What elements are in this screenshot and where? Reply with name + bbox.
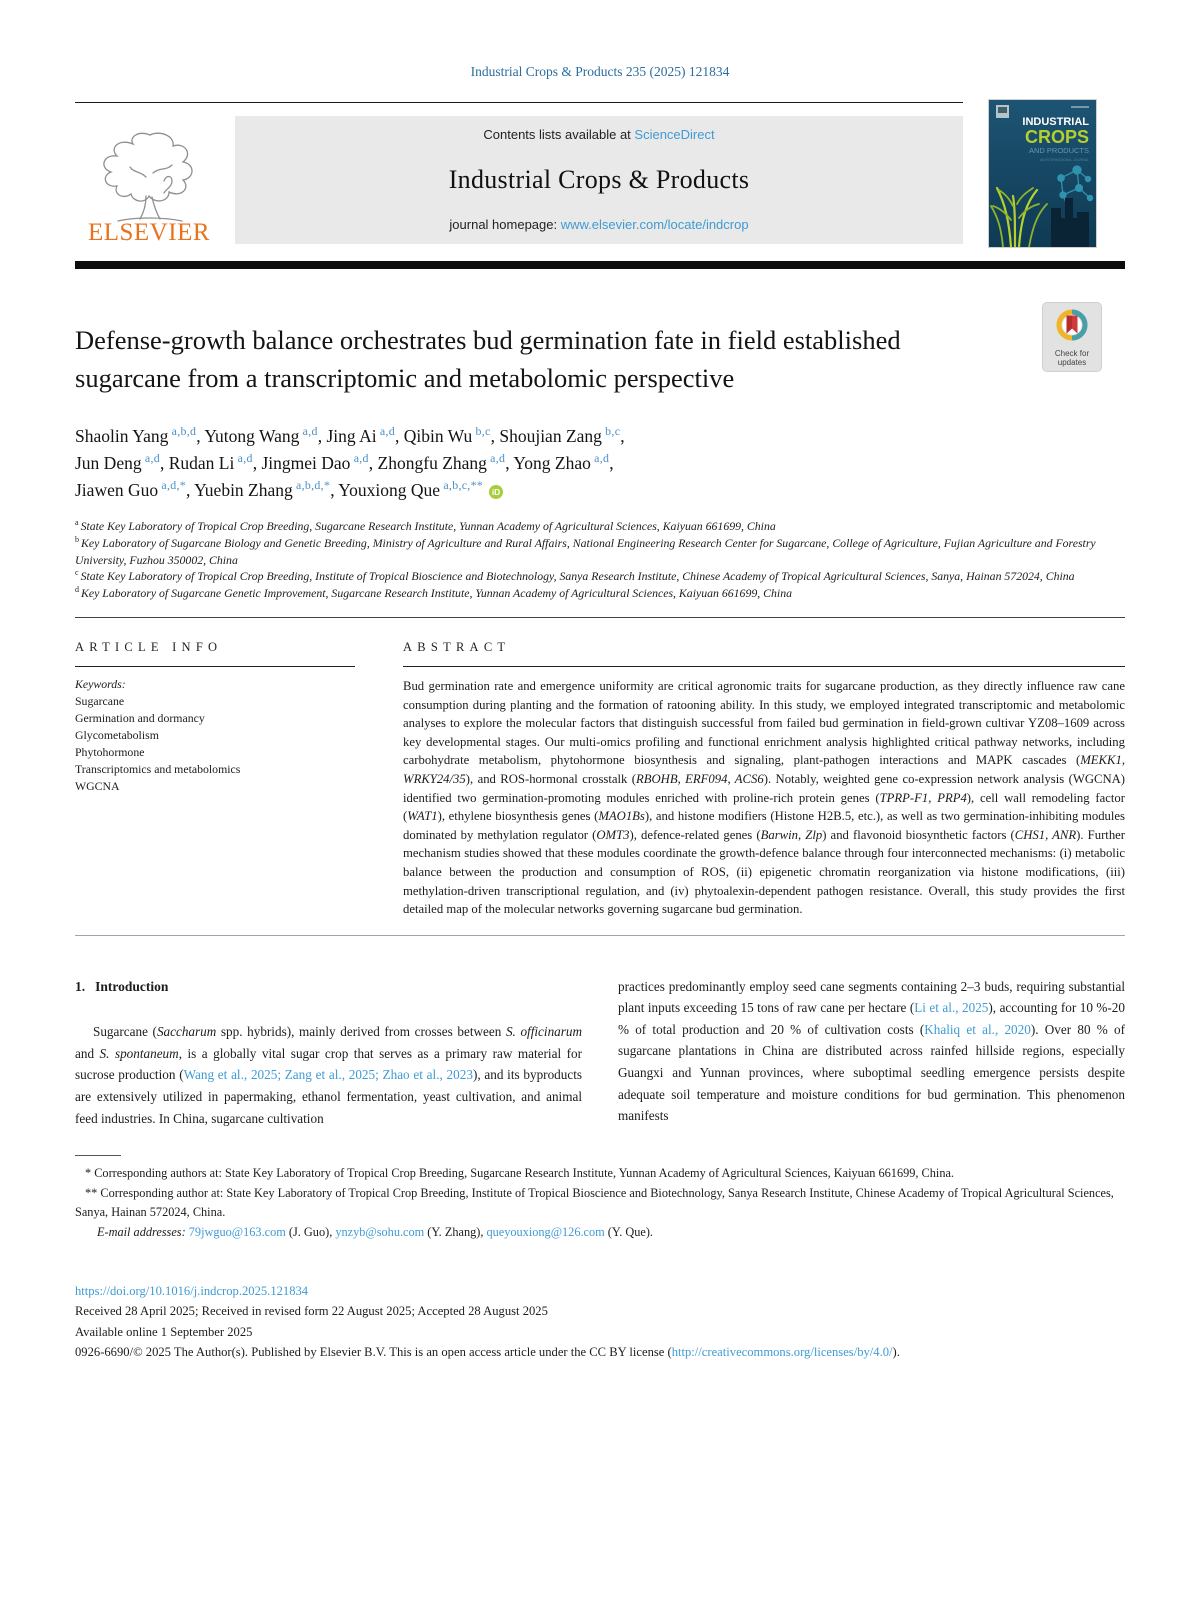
author-affiliation-superscript[interactable]: a,d (141, 451, 160, 466)
abstract-column (403, 640, 1125, 919)
author-affiliation-superscript[interactable]: a,d (590, 451, 610, 466)
affiliation-list (75, 518, 1125, 602)
author-list: Shaolin Yang $^{a,b,d}$, Yutong Wang $^{a,d}$, Jing Ai $^{a,d}$, Qibin Wu $^{b,c}$, Shoujian Zang $^{b,c}$, Jun Deng $^{a,d}$, Rudan Li $^{a,d}$, Jingmei Dao $^{a,d}$, Zhongfu Zhang $^{a,d}$, Yong Zhao $^{a,d}$, Jiawen Guo $^{a,d,*}$, Yuebin Zhang $^{a,b,d,*}$, Youxiong Que $^{a,b,c,**}$ iD (75, 424, 625, 500)
article-info-heading: ARTICLE INFO (75, 639, 223, 654)
introduction-title: Introduction (95, 978, 169, 994)
intro-left-column (75, 976, 582, 1130)
keyword: Phytohormone (75, 744, 145, 759)
orcid-icon[interactable]: iD (489, 485, 503, 499)
inline-link[interactable]: 79jwguo@163.com (188, 1225, 286, 1240)
abstract-heading: ABSTRACT (403, 639, 511, 654)
corresponding-author-footnote-1: * Corresponding authors at: State Key Laboratory of Tropical Crop Breeding, Sugarcane Research Institute, Yunnan Academy of Agricultural Sciences, Kaiyuan 661699, China. (85, 1166, 955, 1181)
keyword: WGCNA (75, 778, 120, 793)
journal-cover-image[interactable] (988, 99, 1097, 248)
author-affiliation-superscript[interactable]: a,b,c,** (440, 478, 484, 493)
contents-line (483, 127, 714, 142)
author-name: Zhongfu Zhang (377, 453, 487, 473)
article-info-rule (75, 666, 355, 667)
received-dates-line: Received 28 April 2025; Received in revised form 22 August 2025; Accepted 28 August 2025 (75, 1304, 548, 1319)
author-name: Yuebin Zhang (194, 480, 293, 500)
info-abstract-section (75, 618, 1125, 919)
cover-line1: INDUSTRIAL (1022, 116, 1089, 128)
intro-paragraph-right: practices predominantly employ seed cane segments containing 2–3 buds, requiring substantial plant inputs exceeding 15 tons of raw cane per hectare (Li et al., 2025), accounting for 10 %-20 % of total production and 20 % of cultivation costs (Khaliq et al., 2020). Over 80 % of sugarcane plantations in China are distributed across rainfed hillside regions, especially Guangxi and Yunnan provinces, where suboptimal seedling emergence persists despite adequate soil temperature and moisture conditions for bud germination. This phenomenon manifests (618, 978, 1125, 1124)
keyword: Transcriptomics and metabolomics (75, 761, 241, 776)
article-title: Defense-growth balance orchestrates bud germination fate in field established sugarcane from a transcriptomic and metabolomic perspective (75, 325, 901, 393)
author-affiliation-superscript[interactable]: b,c (472, 424, 491, 439)
abstract-bottom-rule (75, 935, 1125, 936)
check-for-updates-label: Check for updates (1054, 349, 1090, 367)
inline-link[interactable]: queyouxiong@126.com (486, 1225, 605, 1240)
cover-art (989, 100, 1096, 247)
author-affiliation-superscript[interactable]: a,b,d (168, 424, 197, 439)
author-affiliation-superscript[interactable]: a,d,* (158, 478, 186, 493)
abstract-rule (403, 666, 1125, 667)
keywords-label: Keywords: (75, 676, 126, 691)
cover-line3: AND PRODUCTS (1028, 146, 1089, 155)
author-affiliation-superscript[interactable]: a,d (299, 424, 318, 439)
journal-title: Industrial Crops & Products (448, 164, 750, 194)
inline-link[interactable]: Li et al., 2025 (914, 1000, 989, 1016)
journal-banner-box (235, 116, 963, 244)
author-name: Yutong Wang (204, 426, 300, 446)
homepage-link[interactable]: www.elsevier.com/locate/indcrop (560, 217, 749, 232)
copyright-line: 0926-6690/© 2025 The Author(s). Published by Elsevier B.V. This is an open access article under the CC BY license (http://creativecommons.org/licenses/by/4.0/). (75, 1345, 900, 1360)
author-affiliation-superscript[interactable]: a,d (234, 451, 253, 466)
keyword: Germination and dormancy (75, 710, 205, 725)
contents-prefix: Contents lists available at (483, 127, 635, 142)
doi-link[interactable]: https://doi.org/10.1016/j.indcrop.2025.121834 (75, 1283, 309, 1298)
header-divider-bar (75, 261, 1125, 269)
homepage-prefix: journal homepage: (449, 217, 561, 232)
introduction-number: 1. (75, 978, 86, 994)
elsevier-wordmark: ELSEVIER (87, 219, 211, 246)
intro-paragraph-left: Sugarcane (Saccharum spp. hybrids), mainly derived from crosses between S. officinarum and S. spontaneum, is a globally vital sugar crop that serves as a primary raw material for sucrose production (Wang et al., 2025; Zang et al., 2025; Zhao et al., 2023), and its byproducts are extensively utilized in papermaking, ethanol fermentation, yeast cultivation, and animal feed industries. In China, sugarcane cultivation (75, 1024, 583, 1126)
author-affiliation-superscript[interactable]: a,d (350, 451, 369, 466)
author-name: Rudan Li (168, 453, 235, 473)
available-online-line: Available online 1 September 2025 (75, 1324, 253, 1339)
affiliation: $^b$ Key Laboratory of Sugarcane Biology and Genetic Breeding, Ministry of Agriculture and Rural Affairs, National Engineering Research Center for Sugarcane, College of Agriculture, Fujian Agriculture and Forestry University, Fuzhou 350002, China (75, 534, 1096, 567)
inline-link[interactable]: Khaliq et al., 2020 (924, 1021, 1031, 1037)
author-affiliation-superscript[interactable]: a,d (376, 424, 395, 439)
keyword: Glycometabolism (75, 727, 159, 742)
journal-citation: Industrial Crops & Products 235 (2025) 121834 (470, 64, 730, 79)
affiliation: $^d$ Key Laboratory of Sugarcane Genetic Improvement, Sugarcane Research Institute, Yunnan Academy of Agricultural Sciences, Kaiyuan 661699, China (75, 585, 792, 601)
author-name: Shaolin Yang (75, 426, 169, 446)
inline-link[interactable]: Wang et al., 2025; Zang et al., 2025; Zhao et al., 2023 (183, 1067, 473, 1083)
author-name: Jun Deng (75, 453, 142, 473)
author-name: Qibin Wu (403, 426, 473, 446)
introduction-section (75, 976, 1125, 1130)
homepage-line (449, 217, 748, 232)
author-name: Jingmei Dao (261, 453, 351, 473)
cover-line2: CROPS (1024, 127, 1089, 147)
journal-header-banner (75, 102, 1125, 254)
author-name: Yong Zhao (513, 453, 591, 473)
crossmark-icon (1054, 307, 1090, 343)
banner-main (75, 102, 963, 247)
intro-right-column (618, 976, 1125, 1130)
elsevier-tree-icon (90, 127, 208, 223)
affiliation: $^c$ State Key Laboratory of Tropical Crop Breeding, Institute of Tropical Bioscience and Biotechnology, Sanya Research Institute, Chinese Academy of Tropical Agricultural Sciences, Sanya, Hainan 572024, China (75, 568, 1075, 584)
footnote-rule (75, 1155, 121, 1156)
abstract-text: Bud germination rate and emergence uniformity are critical agronomic traits for sugarcane production, as they directly influence raw cane consumption during planting and the formation of ratooning ability. In this study, we employed integrated transcriptomic and metabolomic analyses to explore the molecular factors that distinguish successful from failed bud germination in field-grown cultivar YZ08–1609 across key developmental stages. Our multi-omics profiling and functional enrichment analysis highlighted critical pathway networks, including carbohydrate metabolism, phytohormone biosynthesis and signaling, plant-pathogen interactions and MAPK cascades (MEKK1, WRKY24/35), and ROS-hormonal crosstalk (RBOHB, ERF094, ACS6). Notably, weighted gene co-expression network analysis (WGCNA) identified two germination-promoting modules enriched with proline-rich protein genes (TPRP-F1, PRP4), cell wall remodeling factor (WAT1), ethylene biosynthesis genes (MAO1Bs), and histone modifiers (Histone H2B.5, etc.), as well as two germination-inhibiting modules dominated by methylation regulator (OMT3), defence-related genes (Barwin, Zlp) and flavonoid biosynthetic factors (CHS1, ANR). Further mechanism studies showed that these modules coordinate the growth-defence balance through four interconnected mechanisms: (i) metabolic balance between the production and consumption of ROS, (ii) epigenetic chromatin reorganization via histone modifications, (iii) methylation-driven transcriptional regulation, and (iv) phytoalexin-dependent pathogen resistance. Overall, this study provides the first detailed map of the molecular networks governing sugarcane bud germination. (403, 678, 1126, 917)
footer-block (75, 1281, 1125, 1363)
author-name: Jing Ai (326, 426, 377, 446)
keyword: Sugarcane (75, 693, 125, 708)
title-row (75, 321, 1125, 397)
author-affiliation-superscript[interactable]: b,c (601, 424, 621, 439)
cover-line4: AN INTERNATIONAL JOURNAL (1039, 158, 1089, 162)
inline-link[interactable]: ynzyb@sohu.com (335, 1225, 425, 1240)
author-affiliation-superscript[interactable]: a,d (486, 451, 506, 466)
introduction-heading (75, 976, 582, 998)
footnotes (75, 1164, 1125, 1242)
author-name: Jiawen Guo (75, 480, 159, 500)
affiliation: $^a$ State Key Laboratory of Tropical Crop Breeding, Sugarcane Research Institute, Yunnan Academy of Agricultural Sciences, Kaiyuan 661699, China (75, 518, 776, 533)
email-addresses-line: E-mail addresses: 79jwguo@163.com (J. Guo), ynzyb@sohu.com (Y. Zhang), queyouxiong@126.com (Y. Que). (97, 1225, 654, 1240)
sciencedirect-link[interactable]: ScienceDirect (634, 127, 715, 142)
inline-link[interactable]: http://creativecommons.org/licenses/by/4.0/ (671, 1345, 893, 1360)
corresponding-author-footnote-2: ** Corresponding author at: State Key Laboratory of Tropical Crop Breeding, Institute of Tropical Bioscience and Biotechnology, Sanya Research Institute, Chinese Academy of Tropical Agricultural Sciences, Sanya, Hainan 572024, China. (75, 1185, 1114, 1220)
article-info-column (75, 640, 355, 919)
keywords-list (75, 693, 355, 795)
author-affiliation-superscript[interactable]: a,b,d,* (292, 478, 331, 493)
elsevier-logo[interactable] (75, 116, 235, 247)
check-for-updates-badge[interactable] (1043, 303, 1101, 371)
author-name: Shoujian Zang (499, 426, 602, 446)
author-name: Youxiong Que (338, 480, 441, 500)
